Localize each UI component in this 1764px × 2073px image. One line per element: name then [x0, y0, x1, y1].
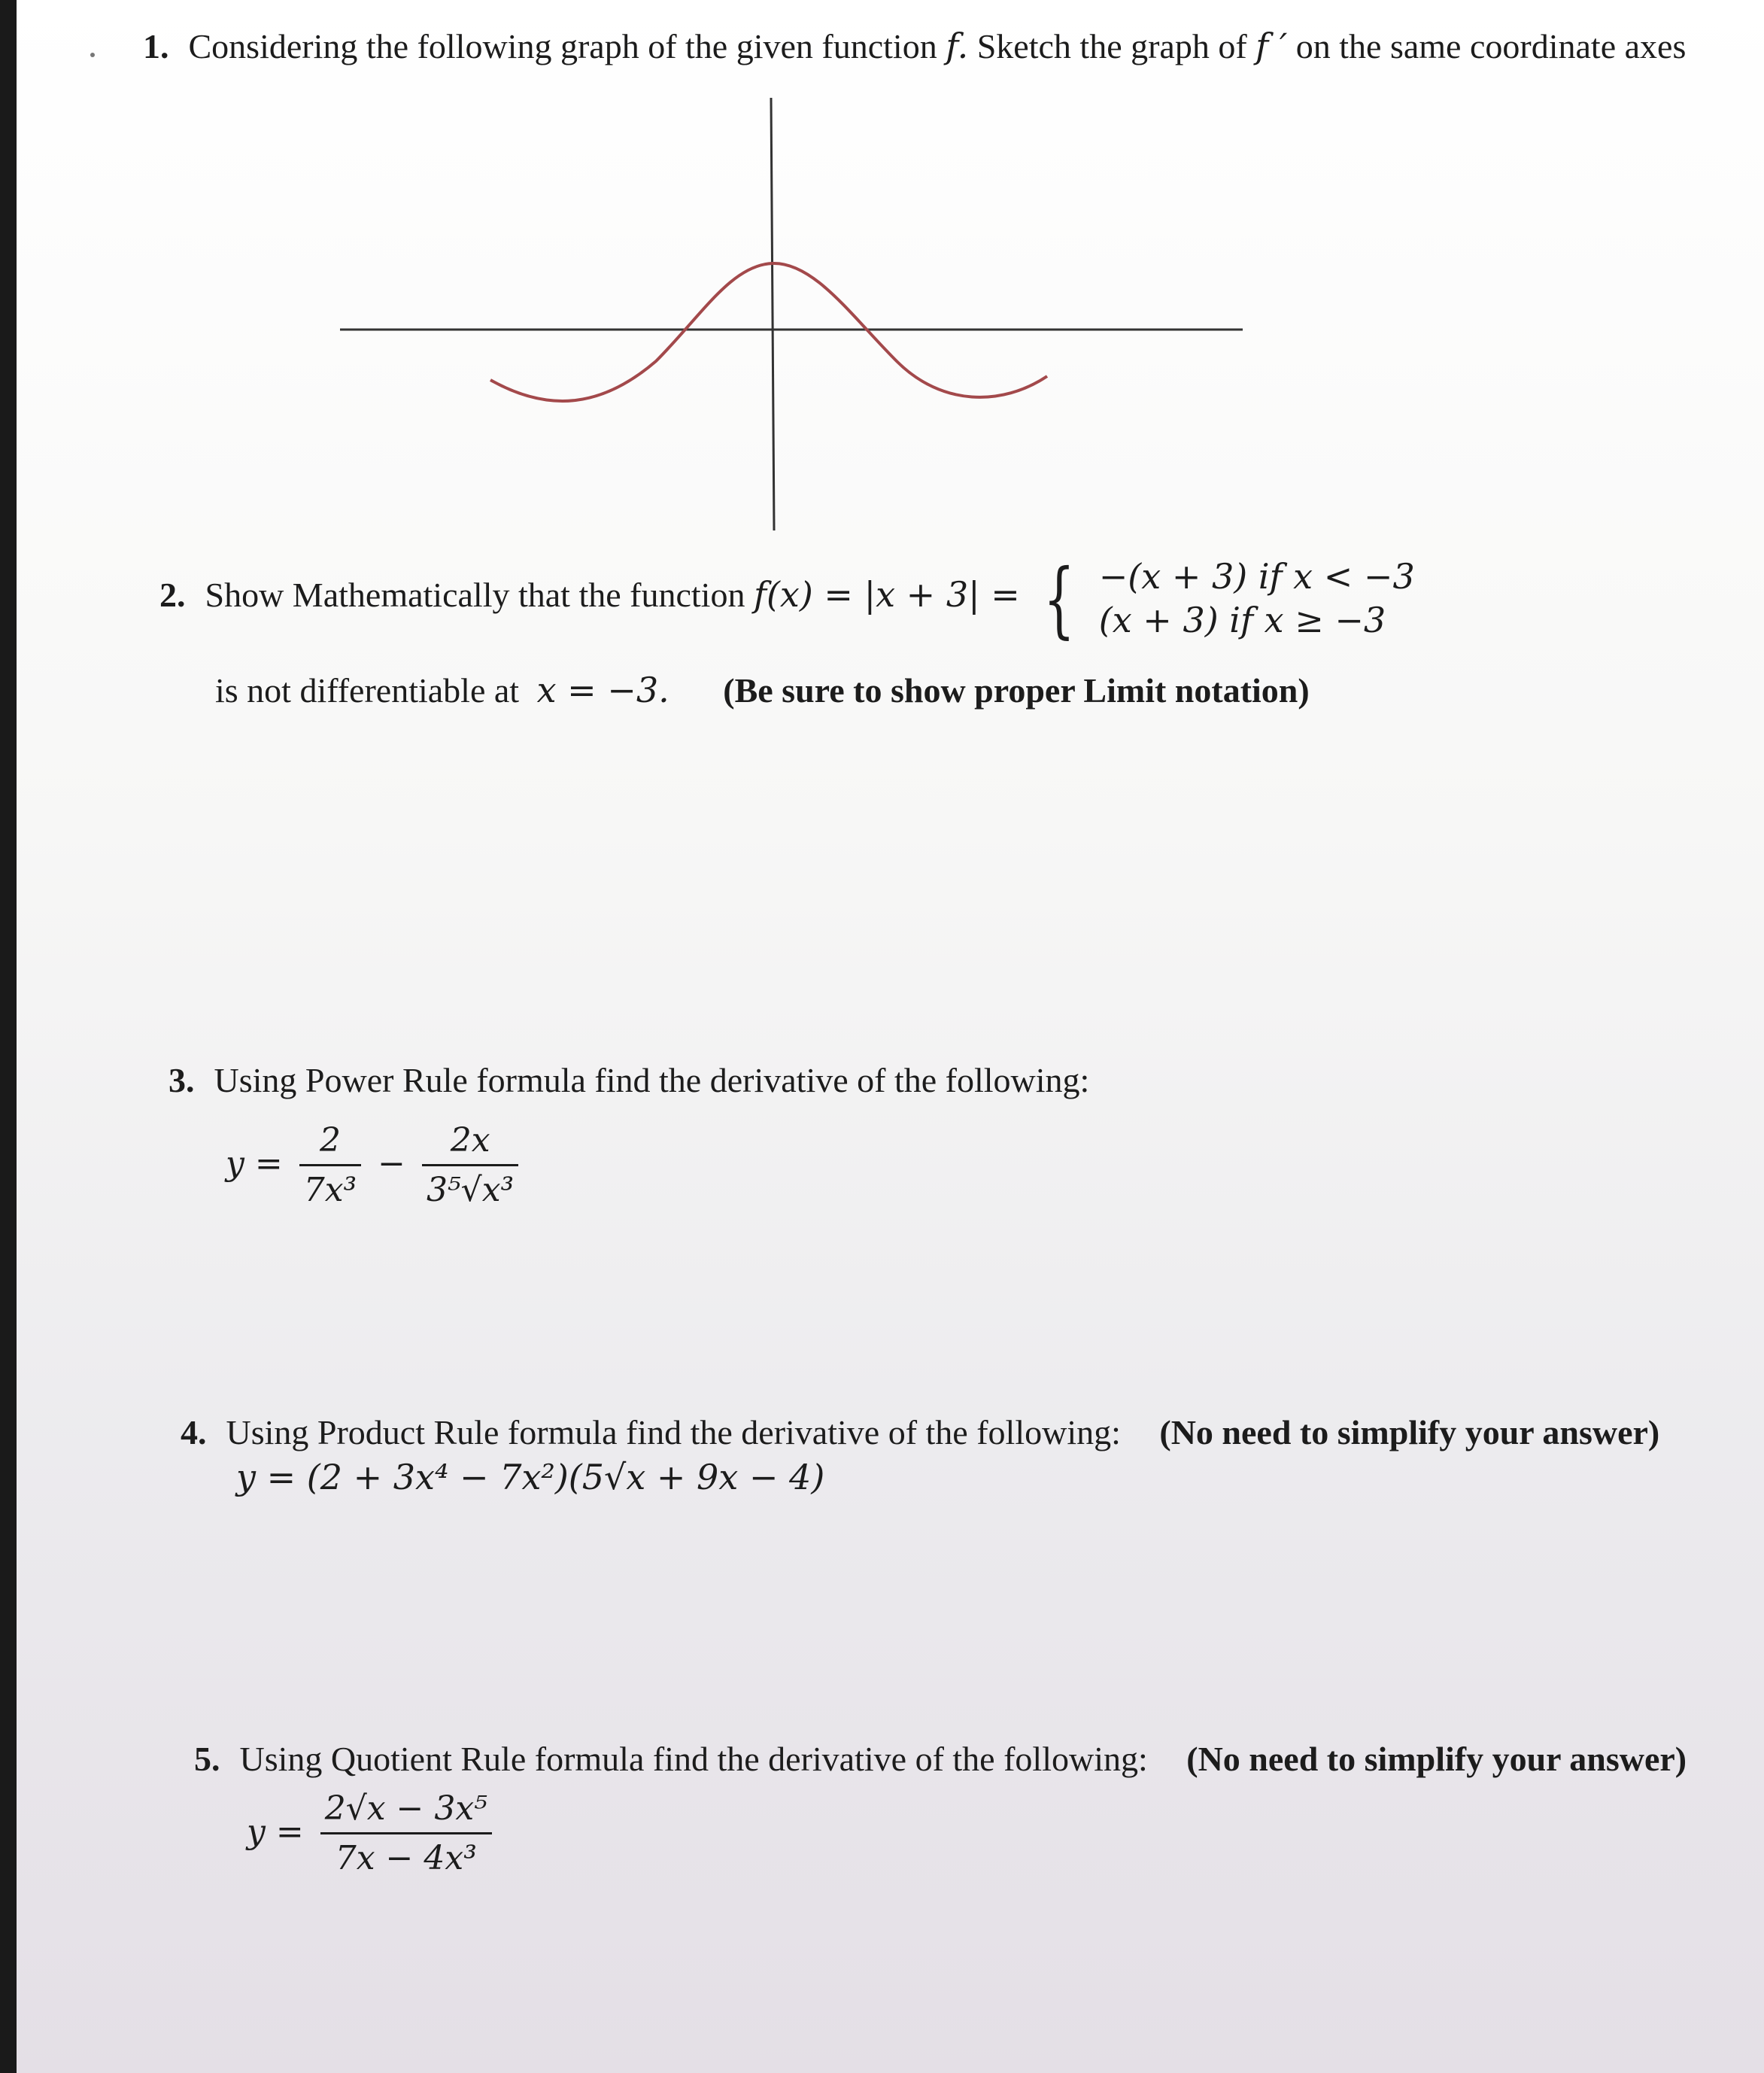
question-5-note: (No need to simplify your answer): [1186, 1740, 1687, 1778]
function-graph: [340, 90, 1273, 534]
quotient-fraction: [320, 1789, 492, 1879]
question-3-text: Using Power Rule formula find the derivative of the following:: [214, 1061, 1090, 1099]
case-2: (x + 3) if x ≥ −3: [1098, 599, 1386, 640]
question-2: [159, 550, 1415, 647]
question-4: [181, 1412, 1659, 1453]
fraction-1-denominator: 7x³: [303, 1170, 357, 1209]
piecewise-brace: {: [1043, 550, 1076, 647]
question-2-line2a: is not differentiable at: [215, 671, 520, 710]
question-2-point: x = −3.: [536, 670, 669, 710]
case-1: −(x + 3) if x < −3: [1098, 556, 1415, 597]
fraction-1-numerator: 2: [299, 1121, 361, 1166]
function-curve: [490, 263, 1047, 401]
question-5-y: y =: [247, 1812, 304, 1851]
question-1-text3: on the same coordinate axes: [1295, 27, 1687, 65]
question-4-number: 4.: [181, 1413, 207, 1451]
question-1-function: f.: [946, 26, 969, 66]
question-5-text: Using Quotient Rule formula find the derivative of the following:: [239, 1740, 1148, 1778]
question-4-note: (No need to simplify your answer): [1159, 1413, 1660, 1451]
question-3: [169, 1059, 1089, 1101]
question-2-line2: [215, 670, 1310, 711]
question-5: [194, 1738, 1687, 1780]
question-5-expression: [247, 1789, 498, 1879]
question-4-text: Using Product Rule formula find the derivative of the following:: [226, 1413, 1121, 1451]
question-3-minus: −: [378, 1144, 406, 1183]
question-3-expression: [226, 1121, 524, 1211]
question-2-note: (Be sure to show proper Limit notation): [723, 671, 1310, 710]
question-1-text: Considering the following graph of the given function: [188, 27, 937, 65]
piecewise-cases: [1099, 555, 1415, 642]
question-4-expression: y = (2 + 3x⁴ − 7x²)(5√x + 9x − 4): [236, 1457, 825, 1497]
pen-dot: [90, 53, 95, 57]
question-3-y: y =: [226, 1144, 283, 1183]
question-1: [143, 26, 1686, 67]
fraction-2: [422, 1121, 518, 1211]
fraction-1: [299, 1121, 361, 1211]
fraction-2-denominator: 3⁵√x³: [427, 1170, 515, 1209]
question-1-fprime: f ′: [1255, 26, 1288, 66]
quotient-denominator: 7x − 4x³: [335, 1838, 477, 1877]
y-axis: [771, 98, 774, 530]
question-2-text: Show Mathematically that the function: [205, 576, 745, 615]
question-1-text2: Sketch the graph of: [976, 27, 1247, 65]
question-2-lhs: f(x) = |x + 3| =: [753, 574, 1020, 616]
question-1-number: 1.: [143, 27, 169, 65]
question-5-number: 5.: [194, 1740, 220, 1778]
worksheet-page: [17, 0, 1764, 2073]
quotient-numerator: 2√x − 3x⁵: [320, 1789, 492, 1834]
fraction-2-numerator: 2x: [422, 1121, 518, 1166]
question-2-number: 2.: [159, 576, 186, 615]
question-3-number: 3.: [169, 1061, 195, 1099]
